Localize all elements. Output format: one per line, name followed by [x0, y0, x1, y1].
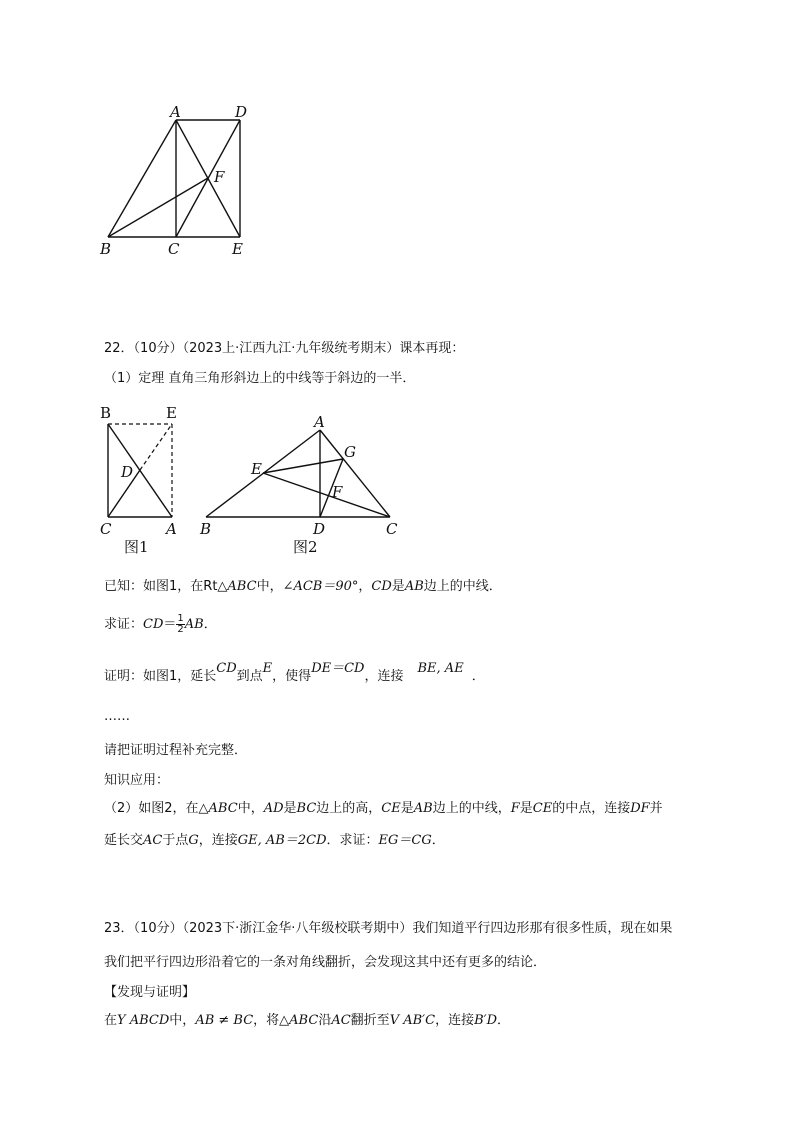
q23-line3: 在Y ABCD中，AB ≠ BC，将△ABC沿AC翻折至V AB′C，连接B′D．: [104, 1013, 511, 1028]
fig2-label-B: B: [200, 520, 212, 538]
q22-prove: 求证：CD＝ $\frac{1}{2}$ AB．: [104, 613, 217, 635]
label-C: C: [168, 240, 180, 258]
label-A: A: [170, 103, 181, 121]
fig2-label-F: F: [332, 483, 343, 501]
q22-item2-line1: （2）如图2，在△ABC中，AD是BC边上的高，CE是AB边上的中线，F是CE的中点，连接DF并: [104, 801, 663, 816]
q23-heading: 【发现与证明】: [104, 985, 196, 1000]
q22-known: 已知：如图1，在Rt△ABC中，∠ACB＝90°，CD是AB边上的中线．: [104, 579, 502, 594]
fraction-one-half: $\frac{1}{2}$: [177, 613, 184, 635]
q22-proof: 证明：如图1，延长CD到点E，使得DE＝CD，连接BE, AE．: [104, 661, 485, 684]
q22-apply: 知识应用：: [104, 773, 170, 788]
q22-item1: （1）定理 直角三角形斜边上的中线等于斜边的一半．: [104, 371, 416, 386]
q23-line2: 我们把平行四边形沿着它的一条对角线翻折，会发现这其中还有更多的结论．: [104, 955, 547, 970]
figure-2: [0, 0, 800, 560]
label-F: F: [214, 168, 225, 186]
q23-line1: 23．（10分）（2023下·浙江金华·八年级校联考期中）我们知道平行四边形那有很多性质，现在如果: [104, 921, 673, 936]
fig1-label-A: A: [166, 520, 177, 538]
fig1-label-C: C: [100, 520, 112, 538]
q22-complete: 请把证明过程补充完整．: [104, 743, 248, 758]
fig1-label-B: B: [100, 404, 112, 422]
fig1-caption: 图1: [124, 538, 149, 556]
fig2-caption: 图2: [293, 538, 318, 556]
q22-item2-line2: 延长交AC于点G，连接GE, AB＝2CD．求证：EG＝CG．: [104, 833, 445, 848]
fig2-label-E: E: [251, 460, 262, 478]
fig2-label-G: G: [344, 443, 356, 461]
fig1-label-D: D: [121, 463, 134, 481]
fig2-label-D: D: [313, 520, 326, 538]
fig2-label-C: C: [386, 520, 398, 538]
label-D: D: [235, 103, 248, 121]
label-B: B: [100, 240, 112, 258]
fig1-label-E: E: [166, 404, 177, 422]
q22-ellipsis: ……: [104, 709, 130, 724]
label-E: E: [232, 240, 243, 258]
fig2-label-A: A: [314, 413, 325, 431]
q22-header: 22．（10分）（2023上·江西九江·九年级统考期末）课本再现：: [104, 341, 465, 356]
